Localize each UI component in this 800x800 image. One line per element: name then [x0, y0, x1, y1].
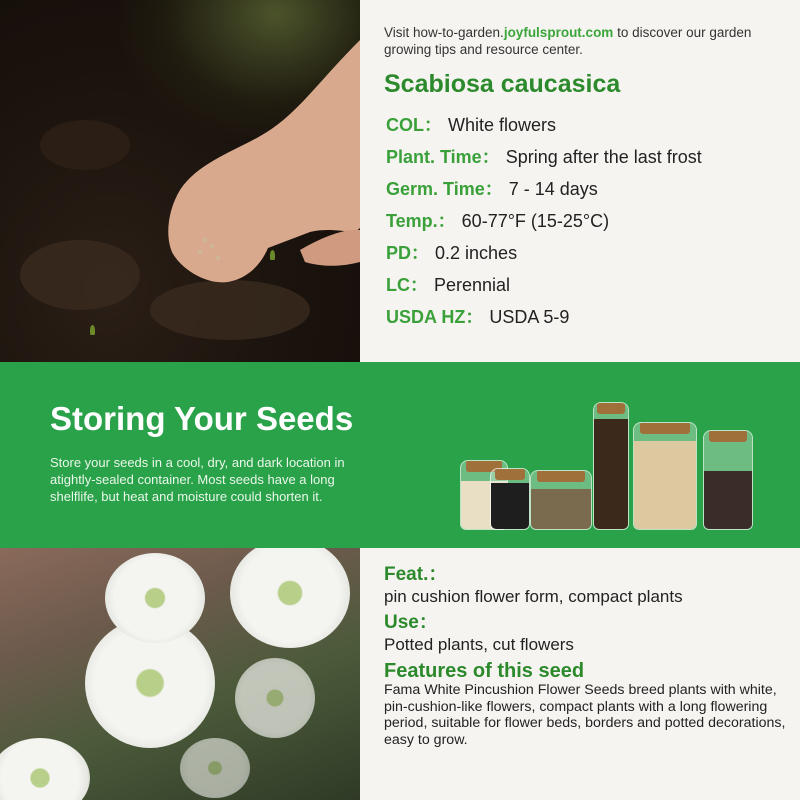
visit-suffix: to discover our garden growing tips and resource center. — [384, 25, 752, 57]
top-section — [0, 0, 800, 362]
white-flowers-photo — [0, 548, 360, 800]
jar-icon — [490, 468, 530, 530]
visit-website-text — [384, 24, 764, 58]
flower-icon — [0, 738, 90, 800]
jar-icon — [530, 470, 592, 530]
flower-icon — [230, 548, 350, 648]
feat-heading: Feat.： — [384, 564, 448, 585]
plant-name: Scabiosa caucasica — [384, 70, 621, 98]
use-heading: Use： — [384, 612, 438, 633]
bottom-section — [0, 548, 800, 800]
use-text: Potted plants, cut flowers — [384, 635, 574, 654]
jar-icon — [703, 430, 753, 530]
storing-text: Store your seeds in a cool, dry, and dark location in atightly-sealed container. Most seeds have a long shelflife, but heat and moisture could shorten it. — [50, 455, 345, 504]
features-panel — [362, 548, 800, 800]
jar-icon — [633, 422, 697, 530]
spec-list — [384, 109, 800, 333]
spec-life-cycle: LC： Perennial — [386, 275, 511, 295]
spec-planting-time: Plant. Time： Spring after the last frost — [386, 147, 702, 167]
flower-icon — [105, 553, 205, 643]
features-heading: Features of this seed — [384, 660, 585, 682]
storing-title: Storing Your Seeds — [50, 400, 354, 437]
website-link[interactable]: joyfulsprout.com — [503, 25, 614, 40]
flower-icon — [235, 658, 315, 738]
soil-hand-photo — [0, 0, 360, 362]
spec-germination-time: Germ. Time： 7 - 14 days — [386, 179, 598, 199]
spec-usda-zone: USDA HZ： USDA 5-9 — [386, 307, 570, 327]
storing-seeds-band — [0, 362, 800, 548]
spec-temperature: Temp.： 60-77°F (15-25°C) — [386, 211, 610, 231]
plant-info-panel — [362, 0, 800, 362]
jar-icon — [593, 402, 629, 530]
feat-text: pin cushion flower form, compact plants — [384, 587, 683, 606]
seed-jars-image — [455, 380, 765, 530]
flower-icon — [180, 738, 250, 798]
spec-planting-depth: PD： 0.2 inches — [386, 243, 518, 263]
visit-prefix: Visit how-to-garden. — [384, 25, 504, 40]
spec-color: COL： White flowers — [386, 115, 557, 135]
hand-icon — [0, 0, 360, 362]
features-text: Fama White Pincushion Flower Seeds breed plants with white, pin-cushion-like flowers, compact plants with a long flowering period, suitable for flower beds, borders and potted decorations, easy to grow. — [384, 682, 786, 748]
